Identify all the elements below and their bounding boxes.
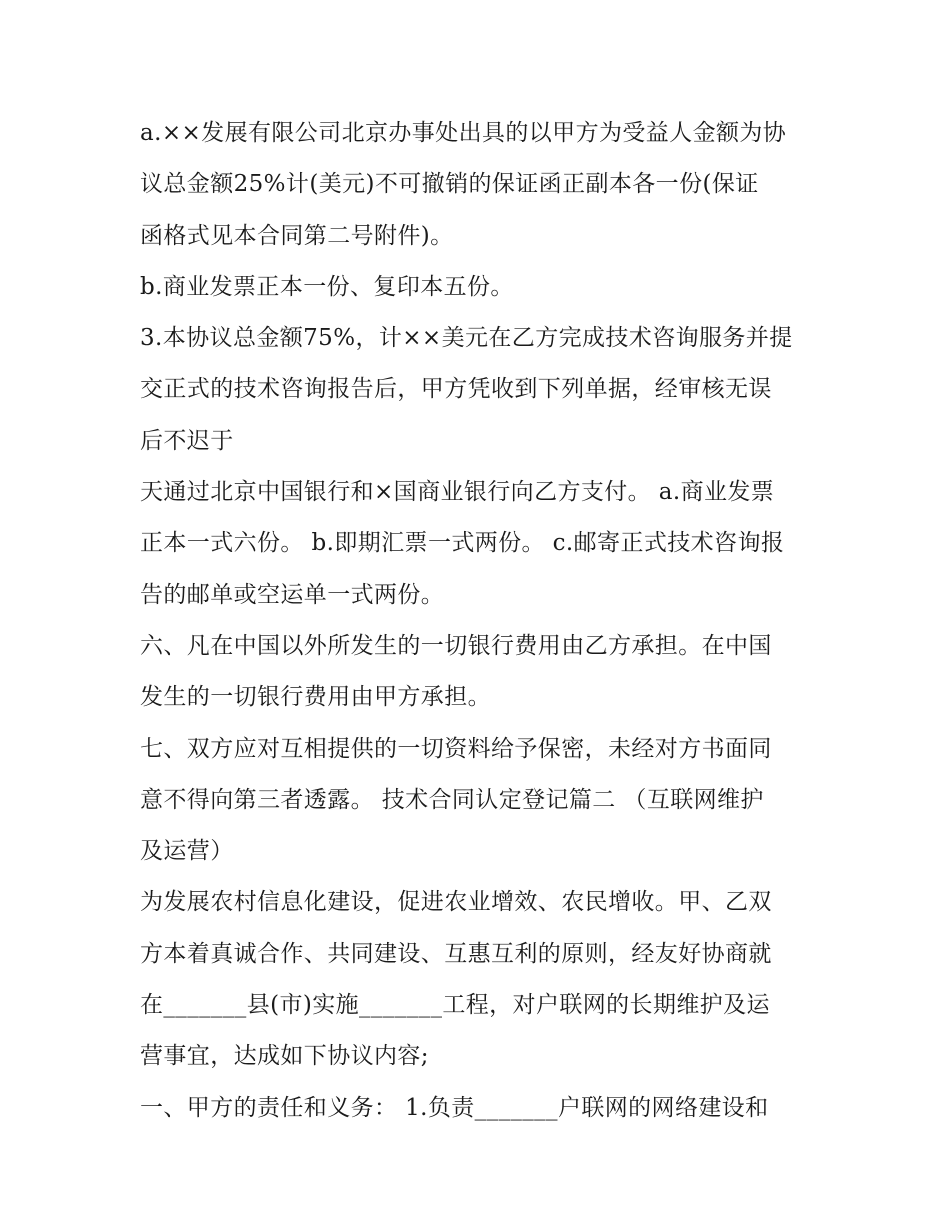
text-line: 营事宜，达成如下协议内容; bbox=[140, 1043, 429, 1070]
text-line: 七、双方应对互相提供的一切资料给予保密，未经对方书面同 bbox=[140, 735, 772, 762]
text-line: b.商业发票正本一份、复印本五份。 bbox=[140, 273, 514, 300]
text-line: 函格式见本合同第二号附件)。 bbox=[140, 222, 454, 249]
text-line: 告的邮单或空运单一式两份。 bbox=[140, 581, 445, 608]
text-line: 在_______县(市)实施_______工程，对户联网的长期维护及运 bbox=[140, 992, 770, 1019]
text-line: 方本着真诚合作、共同建设、互惠互利的原则，经友好协商就 bbox=[140, 940, 772, 967]
text-line: 意不得向第三者透露。 技术合同认定登记篇二 （互联网维护 bbox=[140, 786, 764, 813]
text-line: 六、凡在中国以外所发生的一切银行费用由乙方承担。在中国 bbox=[140, 632, 772, 659]
text-line: 发生的一切银行费用由甲方承担。 bbox=[140, 684, 491, 711]
text-line: 天通过北京中国银行和×国商业银行向乙方支付。 a.商业发票 bbox=[140, 479, 775, 506]
text-line: 交正式的技术咨询报告后，甲方凭收到下列单据，经审核无误 bbox=[140, 376, 772, 403]
text-line: 后不迟于 bbox=[140, 427, 234, 454]
text-line: 议总金额25%计(美元)不可撤销的保证函正副本各一份(保证 bbox=[140, 171, 759, 198]
document-body bbox=[140, 108, 830, 1134]
text-line: 一、甲方的责任和义务： 1.负责_______户联网的网络建设和 bbox=[140, 1094, 769, 1121]
text-line: 及运营） bbox=[140, 838, 234, 865]
text-line: 为发展农村信息化建设，促进农业增效、农民增收。甲、乙双 bbox=[140, 889, 772, 916]
text-line: 正本一式六份。 b.即期汇票一式两份。 c.邮寄正式技术咨询报 bbox=[140, 530, 785, 557]
text-line: a.××发展有限公司北京办事处出具的以甲方为受益人金额为协 bbox=[140, 120, 787, 146]
text-line: 3.本协议总金额75%，计××美元在乙方完成技术咨询服务并提 bbox=[140, 325, 793, 352]
